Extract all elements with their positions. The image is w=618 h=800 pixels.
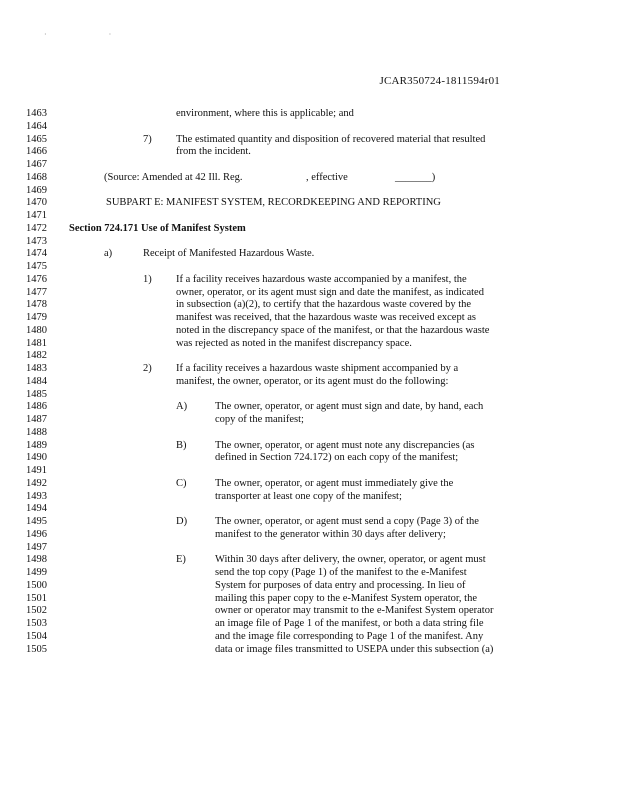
line-text: SUBPART E: MANIFEST SYSTEM, RECORDKEEPING AND REPORTING xyxy=(106,197,441,209)
line-number: 1474 xyxy=(26,248,47,260)
line-text: a) xyxy=(104,248,113,260)
line-text: was rejected as noted in the manifest discrepancy space. xyxy=(176,337,412,349)
line-number: 1499 xyxy=(26,567,47,578)
line-number: 1477 xyxy=(26,286,47,298)
line-number: 1486 xyxy=(26,401,47,413)
line-text: A) xyxy=(176,401,188,413)
line-number: 1483 xyxy=(26,363,47,374)
line-number: 1479 xyxy=(26,312,47,323)
line-number: 1493 xyxy=(26,490,47,502)
line-number: 1466 xyxy=(26,146,47,158)
line-number: 1491 xyxy=(26,465,47,476)
line-text: transporter at least one copy of the manifest; xyxy=(215,490,402,502)
line-number: 1496 xyxy=(26,528,47,540)
line-number: 1463 xyxy=(26,108,47,119)
line-text: owner, operator, or its agent must sign and date the manifest, as indicated xyxy=(176,286,484,298)
line-text: send the top copy (Page 1) of the manifest to the e-Manifest xyxy=(215,567,467,578)
line-number: 1469 xyxy=(26,184,47,196)
line-number: 1494 xyxy=(26,503,47,515)
line-number: 1475 xyxy=(26,261,47,272)
line-text: System for purposes of data entry and processing. In lieu of xyxy=(215,579,466,591)
line-text: data or image files transmitted to USEPA under this subsection (a) xyxy=(215,643,494,655)
line-text: The owner, operator, or agent must send a copy (Page 3) of the xyxy=(215,516,479,527)
document-id: JCAR350724-1811594r01 xyxy=(379,75,500,87)
line-number: 1492 xyxy=(26,477,47,489)
line-number: 1476 xyxy=(26,273,47,285)
line-text: mailing this paper copy to the e-Manifest System operator, the xyxy=(215,592,478,604)
line-text: 1) xyxy=(143,273,152,285)
line-text: If a facility receives hazardous waste accompanied by a manifest, the xyxy=(176,273,467,285)
line-number: 1495 xyxy=(26,516,47,527)
line-text: B) xyxy=(176,439,187,451)
line-number: 1501 xyxy=(26,592,47,604)
line-number: 1485 xyxy=(26,388,47,400)
line-text: defined in Section 724.172) on each copy of the manifest; xyxy=(215,452,459,464)
line-text: 2) xyxy=(143,363,152,374)
line-text: Receipt of Manifested Hazardous Waste. xyxy=(143,248,315,260)
line-number: 1503 xyxy=(26,618,47,629)
line-number: 1473 xyxy=(26,235,47,247)
line-number: 1478 xyxy=(26,299,47,311)
line-number: 1504 xyxy=(26,630,47,642)
line-text: in subsection (a)(2), to certify that the hazardous waste covered by the xyxy=(176,299,472,311)
line-text: E) xyxy=(176,554,186,566)
line-number: 1498 xyxy=(26,554,47,566)
line-number: 1489 xyxy=(26,439,47,451)
line-text: (Source: Amended at 42 Ill. Reg. xyxy=(104,171,243,183)
line-number: 1481 xyxy=(26,337,47,349)
line-text: from the incident. xyxy=(176,146,251,158)
line-number: 1488 xyxy=(26,426,47,438)
line-number: 1482 xyxy=(26,350,47,362)
line-number: 1465 xyxy=(26,133,47,145)
line-text: The owner, operator, or agent must immediately give the xyxy=(215,477,454,489)
line-number: 1490 xyxy=(26,452,47,464)
line-number: 1505 xyxy=(26,643,47,655)
line-number: 1464 xyxy=(26,120,47,132)
line-text: Within 30 days after delivery, the owner, operator, or agent must xyxy=(215,554,486,566)
line-text: copy of the manifest; xyxy=(215,414,304,425)
line-number: 1470 xyxy=(26,197,47,209)
line-text: owner or operator may transmit to the e-Manifest System operator xyxy=(215,605,494,617)
line-text: The owner, operator, or agent must sign and date, by hand, each xyxy=(215,401,484,413)
line-text: 7) xyxy=(143,133,152,145)
line-text: _______) xyxy=(395,171,436,183)
line-number: 1468 xyxy=(26,171,47,183)
line-text: environment, where this is applicable; and xyxy=(176,108,354,119)
line-text: The owner, operator, or agent must note any discrepancies (as xyxy=(215,439,475,451)
line-number: 1467 xyxy=(26,159,47,170)
line-number: 1472 xyxy=(26,222,47,234)
line-number: 1502 xyxy=(26,605,47,617)
line-text: If a facility receives a hazardous waste shipment accompanied by a xyxy=(176,363,459,374)
line-number: 1484 xyxy=(26,375,47,387)
line-text: manifest was received, that the hazardous waste was received except as xyxy=(176,312,476,323)
line-text: noted in the discrepancy space of the manifest, or that the hazardous waste xyxy=(176,324,490,336)
line-text: , effective xyxy=(306,171,348,183)
scan-artifact: · · xyxy=(44,30,142,39)
line-text: an image file of Page 1 of the manifest, or both a data string file xyxy=(215,618,484,629)
line-text: and the image file corresponding to Page 1 of the manifest. Any xyxy=(215,630,484,642)
line-text: C) xyxy=(176,477,187,489)
line-text: manifest, the owner, operator, or its agent must do the following: xyxy=(176,375,449,387)
line-number: 1480 xyxy=(26,324,47,336)
line-text: The estimated quantity and disposition of recovered material that resulted xyxy=(176,133,486,145)
section-heading: Section 724.171 Use of Manifest System xyxy=(69,222,246,234)
line-text: manifest to the generator within 30 days after delivery; xyxy=(215,528,446,540)
line-text: D) xyxy=(176,516,188,527)
line-number: 1471 xyxy=(26,210,47,221)
line-number: 1500 xyxy=(26,579,47,591)
line-number: 1487 xyxy=(26,414,47,425)
line-number: 1497 xyxy=(26,541,47,553)
